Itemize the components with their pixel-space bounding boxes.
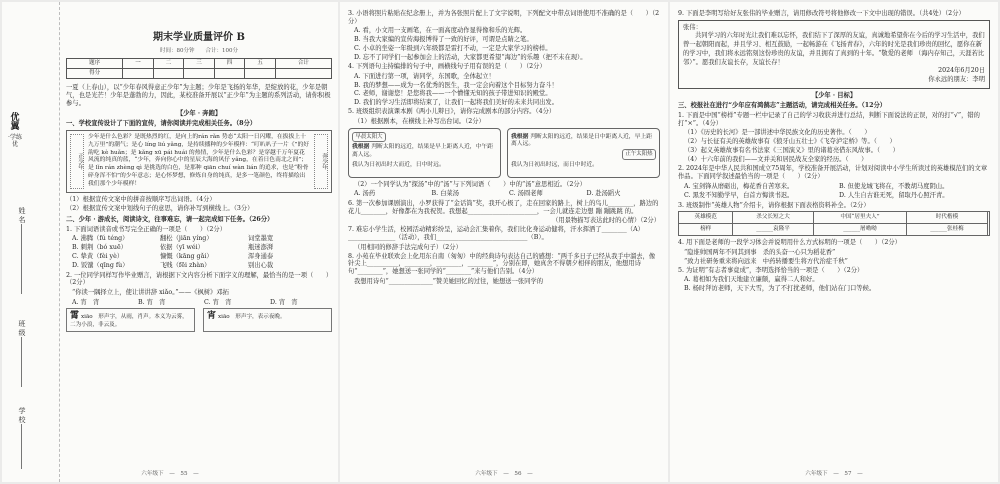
option: A. 沸腾（fú téng）: [72, 235, 129, 243]
comic-panel-left: [348, 128, 501, 178]
question-2-2-quote: “你读一隅择立上，使让讲讲辞 xiǎo。”——《枫树》邓拓: [72, 288, 229, 296]
letter-greeting: 张伟：: [683, 23, 702, 31]
hero-cell: 英雄模范: [679, 212, 733, 224]
letter-date: 2024年6月20日: [938, 67, 985, 75]
comic-bubble: 正午太阳热: [622, 149, 656, 160]
option: B. 白菜汤: [431, 190, 460, 198]
exam-page-55: [2, 2, 338, 482]
question-2-2: 2. 一位同学同样写作毕业赠言，请根据下文内容分析下面字义的理解，最恰当的是一项（ ）（2分）: [66, 271, 330, 287]
class-label: 班级: [18, 320, 26, 337]
option-pair: [138, 299, 200, 307]
option: D. 忘不了同学们一起参加会上的活动，大家都更希望“海边”的乐趣（把不末在现）。: [354, 54, 587, 62]
banner-run: 【少年 · 奔跑】: [176, 109, 222, 117]
option: B. 宵: [138, 298, 153, 306]
option-pair: [204, 299, 266, 307]
banner-goal: 【少年 · 目标】: [811, 91, 857, 99]
score-cell: 合计: [275, 59, 331, 69]
dictionary-entry-1: [66, 308, 195, 332]
option: 慷慨（kāng gǎi）: [160, 252, 213, 260]
question-5-1: （1）根据剧本，在横线上补写出台词。（2分）: [354, 117, 485, 125]
name-label: 姓名: [18, 207, 26, 224]
option: A. 宵: [72, 298, 87, 306]
comic-title: 我根据: [511, 133, 529, 140]
score-cell: 一: [123, 59, 154, 69]
score-input-cell[interactable]: [153, 69, 184, 79]
exam-page-57: [670, 2, 998, 482]
question-1-2: （2）根据宣传文案中划线句子的意思，请你补写到横线上。（3分）: [66, 204, 254, 212]
question-7: 7. 难忘小学生活，校园活动精彩纷呈，运动会汇集着你，我们比化身运动健将，汗水挥洒了________（A）_______________（活动），我们_____________________________（B）。: [348, 226, 644, 242]
option: 依据（yī wéi）: [160, 244, 204, 252]
binding-margin: [2, 2, 60, 482]
brand-char-1: 优: [10, 113, 20, 123]
exam-title: 期末学业质量评价 B: [153, 32, 245, 43]
poster-left-label: 正少年: [70, 134, 84, 188]
option: A. 下面进行第一项，请同学，东国歌，全体起立！: [354, 72, 495, 80]
judge-item: （2）与长征有关的英雄故事有《狼牙山五壮士》《飞夺泸定桥》等。（ ）: [684, 138, 896, 146]
question-6: 6. 第一次参加课剧演出，小罗获得了“金话筒”奖，我开心极了，走在回家的路上，树上的鸟儿________，路边的花儿________，好像都在为我祝贺。我想起______________________，一会儿就连走边想 蹦 蹦跳跳 的。: [348, 200, 659, 216]
option: B. 杨时拜访老师，天下大雪，为了不打扰老师，他们站在门口等候。: [684, 285, 876, 293]
dict-char: 宵: [207, 311, 217, 322]
dict-text: xiāo 形声字，表示夜晚。: [218, 314, 286, 321]
judge-item: （1）《历史的长河》是一部讲述中华民族文化的历史著作。（ ）: [684, 129, 871, 137]
option: B. 刺荆（bó xuē）: [72, 244, 127, 252]
dictionary-entry-2: [203, 308, 332, 332]
score-header-row: [67, 59, 332, 69]
score-input-cell[interactable]: [214, 69, 245, 79]
letter-body: 共同学习的六年时光让我们难以忘怀，我们结下了深厚的友谊，真诚地希望你在今后的学习生活中，我们曾一起朝阳而起，并且学习、相互鼓励，一起畅游在《飞扬青春》，六年的时光是我们珍贵的回忆，愿你在新的学习中，我们将永远铭刻这份珍贵的友谊，并且拥有了真到的十年。“敬爱的老师 （海内存知己，天涯若比邻）”。愿我们友谊长存，友谊长存！: [683, 32, 985, 66]
page1-content: [66, 32, 332, 335]
option: B. 当我大家编的宣传海报博得了一致的好评，可谓是点睛之笔。: [354, 36, 533, 44]
hero-cell: 榜样: [679, 224, 733, 236]
score-label-cell: 得分: [67, 69, 123, 79]
comic-bubble: 早晨太阳大: [352, 132, 386, 143]
option: D. 人生自古谁无死，留取丹心照汗青。: [839, 191, 949, 199]
option: D. 宵: [270, 298, 286, 306]
option: C. 挚黄（fèi yè）: [72, 252, 124, 260]
option: A. 汤药: [354, 190, 376, 198]
question-3-3: 3. 班级制作“英雄人物”介绍卡，请你根据下面表格资料补全。（2分）: [678, 201, 870, 209]
comic-title: 我根据: [352, 144, 370, 151]
question-8: 8. 小苑在毕业联欢会上化用东自南（匆匆）中的经典诗句表达自己的感想：“两千多日子已经从我手中溜去，像针尖上__________，________，________，________”，分别在即，她真舍不得朝夕相伴的朋友，他想用诗句“________”，她想送一张同学的“________”来与他们告别。（4分）: [348, 252, 656, 276]
intro-paragraph: 一夏（上春山），以“少年春风得意正少年”为主题；少年是飞扬的年华，是绽放的花，少年是朝气，也是光芒！少年是蓬勃的力，因此，某校准备开展以“正少年”为主题的系列活动，请你积极参与。: [66, 84, 331, 107]
page-footer: 六年级下 — 56 —: [475, 471, 533, 478]
brand-char-2: 翼: [10, 122, 20, 132]
dict-char: 霄: [70, 311, 80, 322]
hero-answer-cell[interactable]: [987, 212, 989, 236]
question-7-tail: （用相同的修辞手法完成句子）（2分）: [354, 243, 462, 251]
school-line: [21, 424, 22, 469]
comic-body: 判断太阳的远近，结果是日中距离人近，早上距离人远。: [511, 133, 652, 148]
judge-item: （3）起义英雄故事有名书法家《三国演义》里的诸葛亮借东风故事。（ ）: [684, 147, 899, 155]
question-1-1: （1）根据宣传文案中的拼音按顺序写出词语。（4分）: [66, 195, 216, 203]
judge-item: （4）十六年前的我们——文并关和居民战友全家的经历。（ ）: [684, 156, 868, 164]
quote-2: “致力社研务重来将向远来 中药转播要生将方代治症千秋”: [684, 257, 848, 265]
score-input-cell[interactable]: [184, 69, 215, 79]
name-line: [21, 224, 22, 294]
score-input-cell[interactable]: [245, 69, 276, 79]
question-5-2: （2）一个同学认为“探汤”中的“汤”与下列词语（ ）中的“汤”意思相近。（2分）: [354, 180, 586, 188]
school-label: 学校: [18, 407, 26, 424]
comic-line: 我认为日初出时远，而日中时近。: [511, 161, 598, 168]
letter-signature: 你永远的朋友：李明: [928, 75, 985, 83]
question-2-1-options: [72, 235, 332, 269]
comic-text: [511, 134, 656, 149]
option: C. 宵: [204, 298, 219, 306]
question-5-2-options: [354, 190, 660, 198]
score-cell: 五: [245, 59, 276, 69]
question-5: 5. 班级组织表演课本剧《两小儿辩日》，请你完成剧本的部分内容。（4分）: [348, 108, 556, 116]
section-2-title: 二、少年 · 游成长，阅读诗文，往事难忘，请一起完成如下任务。（26分）: [66, 215, 274, 223]
poster-text: 少年是什么色彩？是既热烈的红，是向上的rán rǎn 势态“太阳一日闪耀，在拔拔上十九万里”的潮气；是心 líng liú yǎng，是持续播种的少年模样：“叮叭叭子一片《”的好韵吃 kè huǎn；是 kǎng xū pái huái 的热情，少年是什么色彩？是穿越千万年夏花风流的纯真的蓝，“少年，奔向你心中的星辰大海的风仔 yǎng，在着日色南北之间”；是 lǐn rán zhèng qì 是挑选的白色，是那种 qiān chuí wàn lián 的追求，也是“粉骨碎身浑不怕”的少年意志；是心怀梦想，修炼自身的纯真，是多一笔颜色，终将描绘出我们那个少年模样！: [88, 134, 310, 187]
score-cell: 三: [184, 59, 215, 69]
brand-logo: [8, 114, 22, 148]
poster-right-label: 奔少年: [314, 134, 328, 188]
dictionary-boxes: [66, 308, 332, 332]
hero-cell: 中国“居里夫人”: [813, 212, 907, 224]
option: A. 宝剑锋从磨砺出，梅花香自苦寒来。: [684, 182, 794, 190]
score-value-row: [67, 69, 332, 79]
question-4: 4. 下列语句主持编排的句子中，画横线句子用有误的是（ ）（2分）: [348, 63, 546, 71]
quote-1: “隐谁帅国两年不同其到事 杀的头奋一心只为稻花香”: [684, 248, 836, 256]
option: A. 葛相如为我们天地建立廉颇，赢得二人和好。: [684, 276, 819, 284]
hero-cell: 杀父长短之大: [733, 212, 813, 224]
score-cell: 四: [214, 59, 245, 69]
option: 翻松（jiān yíng）: [160, 235, 213, 243]
brand-sub: ·学练优: [8, 134, 22, 148]
drama-comic: [348, 128, 660, 178]
option: 别出心裁: [248, 261, 274, 269]
option: 宵: [225, 298, 232, 306]
question-3-1: 1. 下面是中国“榜样”专题一栏中记录了自己的学习收获并进行总结，判断下面说法的正误，对的打“√”，错的打“×”。（4分）: [678, 112, 980, 127]
question-3-2-options: [684, 183, 990, 200]
score-cell: 题序: [67, 59, 123, 69]
option: B. 我的梦想——成为一名优秀的医生，我一定会向着这个目标努力奋斗！: [354, 81, 558, 89]
option: 宵: [93, 298, 100, 306]
hero-cell: ______屠呦呦: [813, 224, 907, 236]
farewell-letter: [678, 20, 990, 89]
hero-row: [679, 212, 990, 224]
question-3: 3. 小语将照片粘贴在纪念册上，并为各张照片配上了文字说明，下列配文中带点词语使用不准确的是（ ）（2分）: [348, 10, 660, 25]
option: C. 小卓的坐姿一年级到六年级都是雷打不动，一定是大家学习的榜样。: [354, 45, 552, 53]
class-line: [21, 337, 22, 387]
question-8-line: 我想用诗句“______________”赞美她回忆的过往，她想送一张同学的: [354, 277, 544, 285]
page-footer: 六年级下 — 55 —: [141, 471, 199, 478]
dict-text: xiāo 形声字，从雨，肖声。本义为云雾，二为小浪，非云及。: [70, 314, 188, 329]
exam-meta: 时间：80分钟 合计：100分: [160, 48, 238, 55]
page3-content: [678, 10, 990, 464]
comic-text: [352, 144, 497, 159]
hero-cell: 时代楷模: [907, 212, 987, 224]
question-3-4: 4. 用下面是老师的一段学习体会并说明用什么方式标明的一项是（ ）（2分）: [678, 239, 901, 247]
score-input-cell[interactable]: [123, 69, 154, 79]
question-3-2: 2. 2024年是中华人民共和国成立75周年，学校准备开展活动，计划对阅读中小学生所读过的英雄模范们的文章作品。下面同学叙述最恰当的一项是（ ）（2分）: [678, 165, 988, 181]
option: C. 汤圆老师: [509, 190, 543, 198]
option-pair: [72, 299, 134, 307]
comic-panel-right: [507, 128, 660, 178]
comic-body: 判断太阳的远近，结果是早上距离人近，中午距离人远。: [352, 144, 493, 158]
option: 宵: [159, 298, 166, 306]
option: D. 赴汤蹈火: [586, 190, 621, 198]
option: 宵: [291, 298, 298, 306]
score-cell: 二: [153, 59, 184, 69]
option-pair: [270, 299, 332, 307]
poster-box: [66, 130, 332, 192]
option: C. 黑发不知勤学早，白首方悔读书迟。: [684, 191, 794, 199]
hero-cell: ______张桂梅: [907, 224, 987, 236]
option: 浑身通泰: [248, 252, 274, 260]
section-1-title: 一、学校宣传设计了下面的宣传，请你阅读并完成相关任务。（8分）: [66, 120, 257, 128]
section-3-title: 三、校报社在进行“少年应有鸿鹄志”主题活动，请完成相关任务。（12分）: [678, 102, 887, 110]
option: D. 饭馕（qīng fù）: [72, 261, 129, 269]
hero-row: [679, 224, 990, 236]
score-table: [66, 58, 332, 79]
comic-line: 我认为日初出时大而近，日中时远。: [352, 161, 445, 168]
page-footer: 六年级下 — 57 —: [805, 471, 863, 478]
option: C. 老师，谢谢您！是您将我——一个懵懂无知的孩子带进知识的殿堂。: [354, 90, 552, 98]
option: D. 我们的学习生活即将结束了，让我们一起将我们美好的未来共同出发。: [354, 99, 559, 107]
option: 飞贱（fēi zhàn）: [160, 261, 211, 269]
option: B. 但使龙城飞将在，不教胡马度阴山。: [839, 182, 949, 190]
question-9: 9. 下面是李明写给好友张伟的毕业赠言，请用修改符号将他修改一下文中出现的错误。（共4处）（2分）: [678, 10, 965, 17]
question-6-tail: （用景物描写表达此时的心情）（2分）: [552, 217, 660, 225]
question-2-2-options: [72, 299, 332, 307]
question-2-1: 1. 下面词语读音或书写完全正确的一项是（ ）（2分）: [66, 225, 226, 233]
option: A. 看，小文用一支画笔，在一面高度动作显得像和乐的光辉。: [354, 27, 527, 35]
option: 词堂墨宽: [248, 235, 274, 243]
option: 瓶迷澎湃: [248, 244, 274, 252]
score-input-cell[interactable]: [275, 69, 331, 79]
hero-cell: ______袁隆平: [733, 224, 813, 236]
hero-table: [678, 211, 990, 236]
exam-page-56: [340, 2, 668, 482]
page2-content: [348, 10, 660, 464]
question-3-5: 5. 为证明“有志者事竟成”，李明选择恰当的一项是（ ）（2分）: [678, 266, 864, 274]
